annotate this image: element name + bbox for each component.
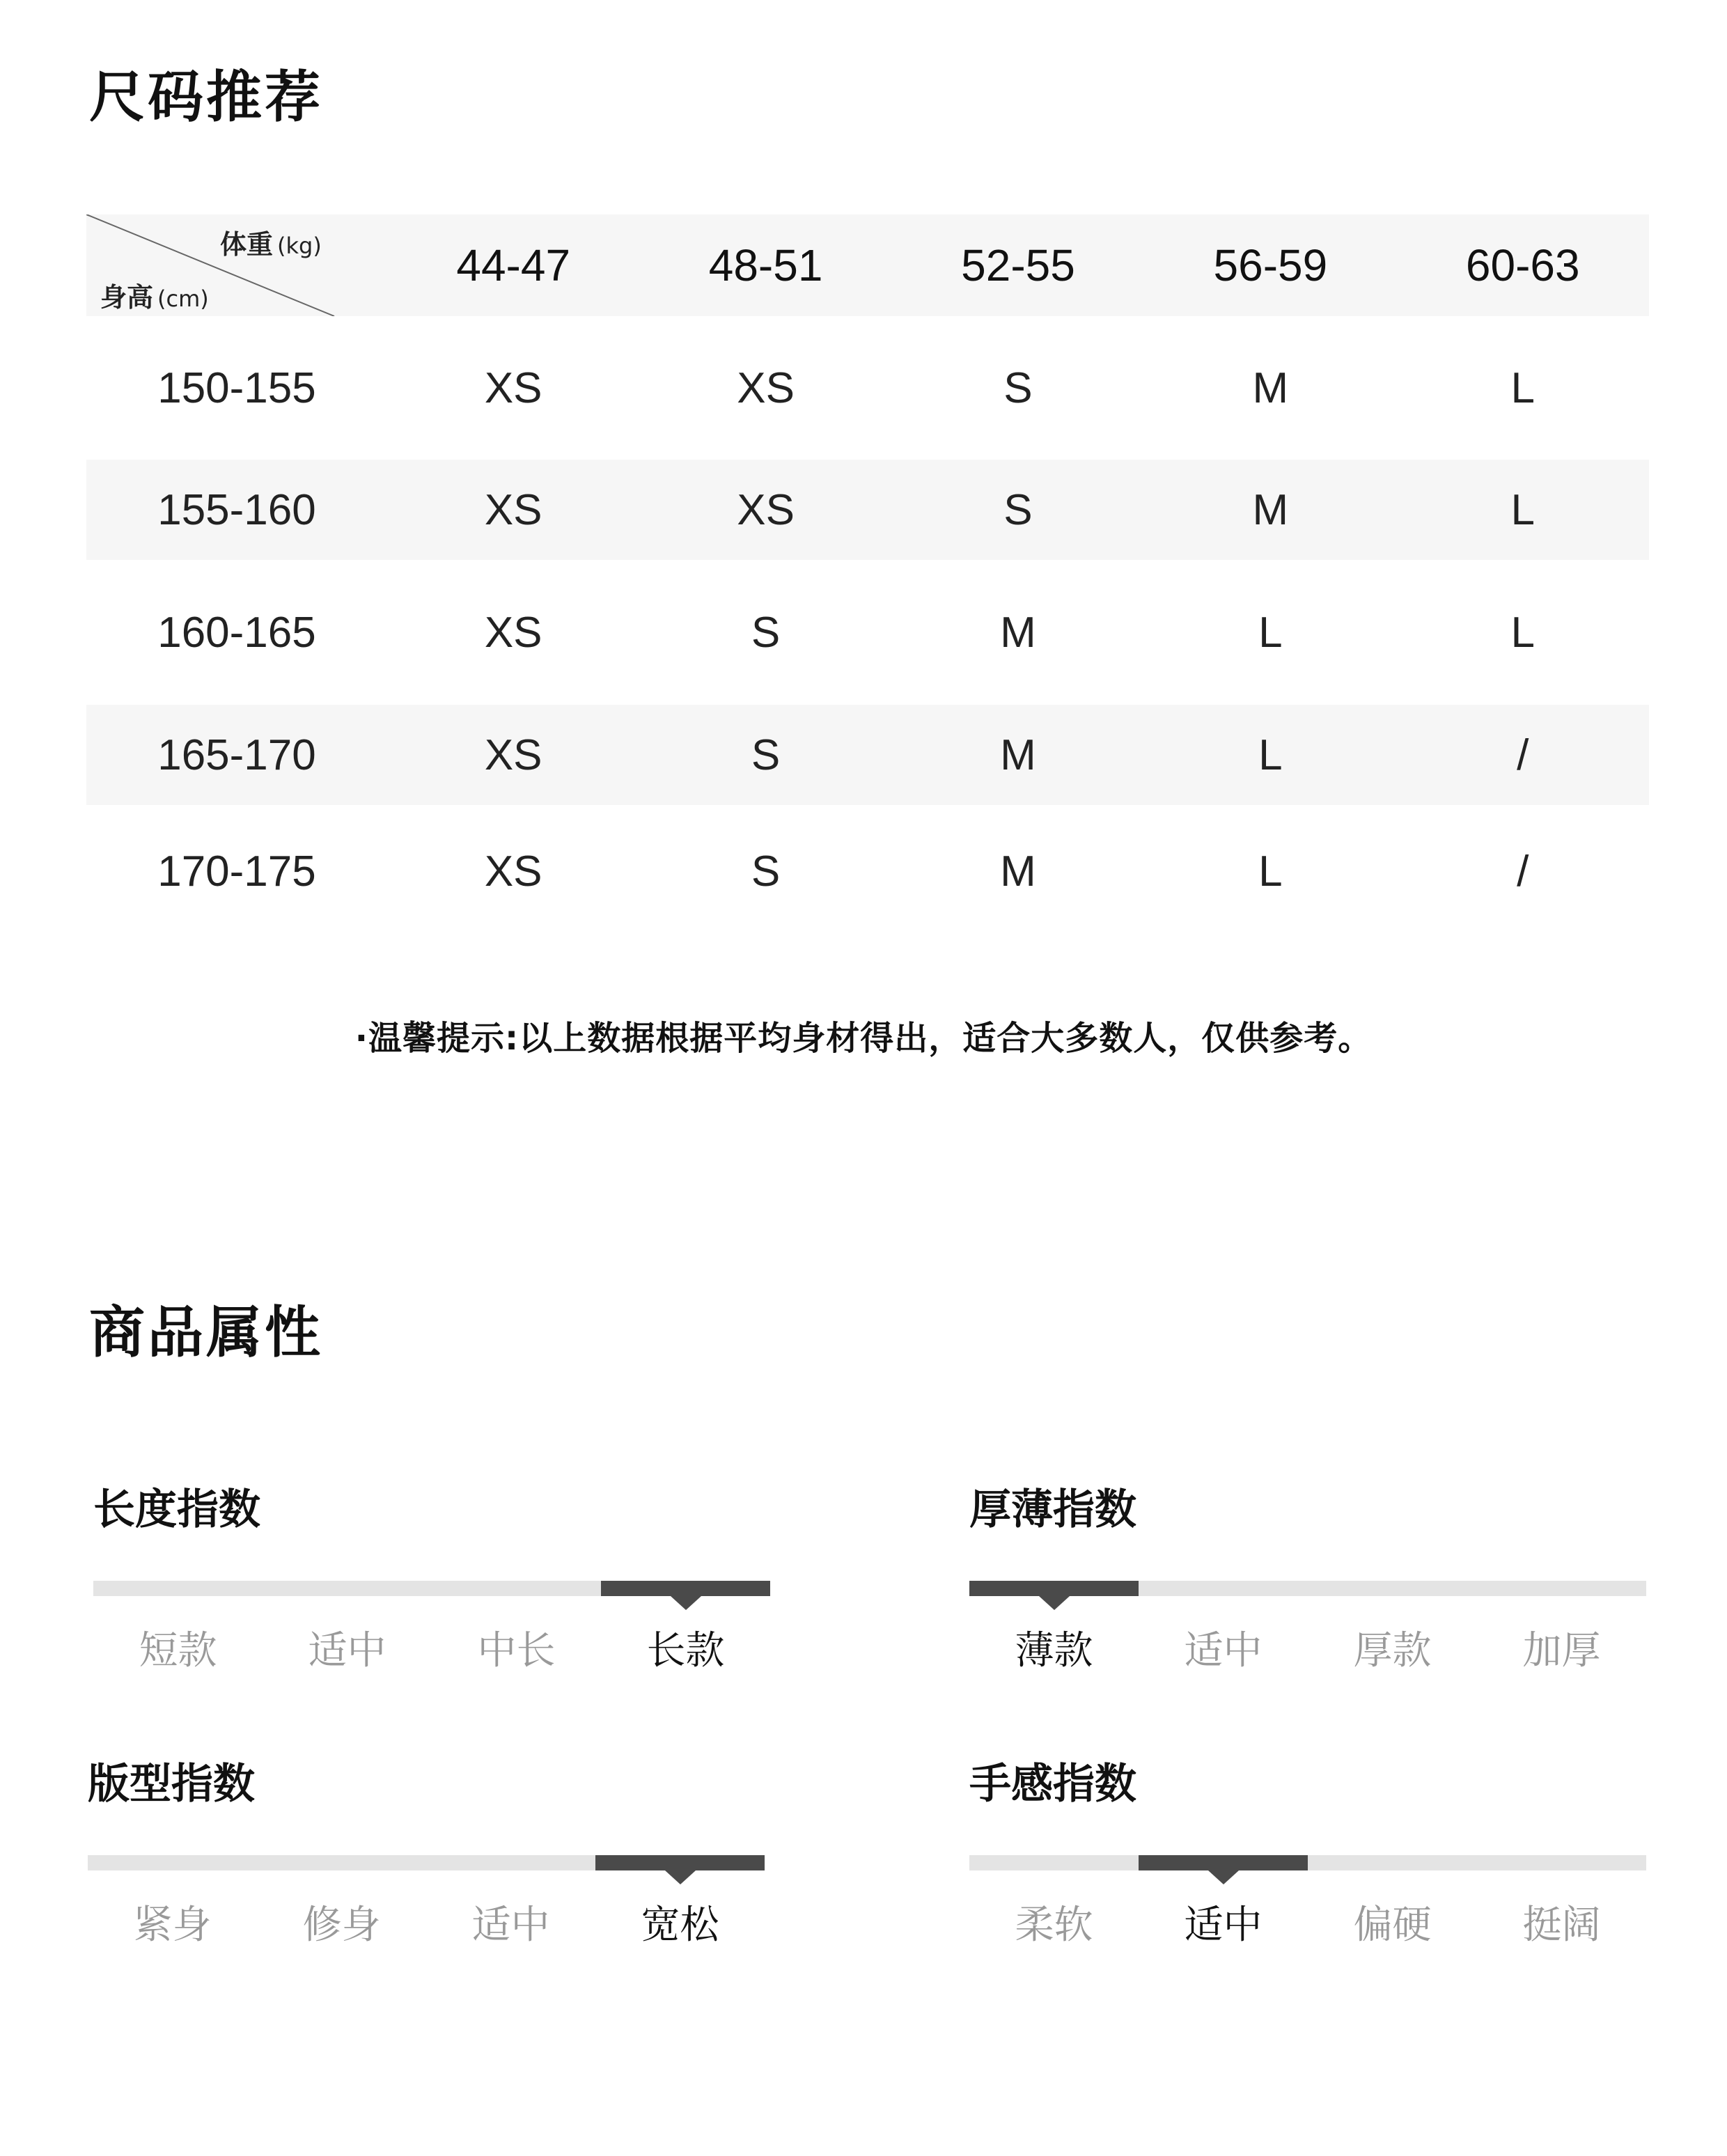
- meter-option: 适中: [1184, 1628, 1263, 1673]
- size-cell: XS: [737, 364, 795, 412]
- size-cell: XS: [737, 485, 795, 534]
- table-row: [86, 316, 1649, 460]
- weight-range-header: 52-55: [961, 240, 1075, 290]
- size-cell: L: [1258, 608, 1283, 657]
- table-header-row: [86, 214, 1649, 316]
- size-cell: L: [1258, 731, 1283, 779]
- size-cell: L: [1510, 364, 1535, 412]
- table-row: [86, 460, 1649, 560]
- table-row: [86, 560, 1649, 705]
- meter-option: 适中: [308, 1628, 386, 1673]
- meter-options: [969, 1620, 1646, 1675]
- size-cell: S: [751, 731, 781, 779]
- meter-option: 紧身: [133, 1903, 212, 1948]
- meter-option: 偏硬: [1353, 1903, 1432, 1948]
- meter-option: 加厚: [1522, 1628, 1601, 1673]
- meter-option: 挺阔: [1522, 1903, 1601, 1948]
- meter-track: [969, 1581, 1646, 1596]
- meter-options: [93, 1620, 770, 1675]
- weight-axis-label: 体重 (kg): [220, 229, 322, 260]
- meter-track: [88, 1855, 765, 1870]
- height-range-cell: 150-155: [157, 364, 316, 412]
- size-tip-note: ·温馨提示:以上数据根据平均身材得出，适合大多数人，仅供参考。: [354, 1019, 1373, 1058]
- meter-options: [969, 1894, 1646, 1950]
- size-cell: XS: [484, 608, 542, 657]
- height-range-cell: 170-175: [157, 847, 316, 896]
- size-cell: L: [1510, 485, 1535, 534]
- size-cell: XS: [484, 847, 542, 896]
- size-cell: S: [1003, 485, 1033, 534]
- meter-indicator: [595, 1855, 765, 1870]
- size-cell: M: [1000, 731, 1036, 779]
- meter-indicator: [601, 1581, 770, 1596]
- size-cell: S: [751, 847, 781, 896]
- meter-track: [93, 1581, 770, 1596]
- size-cell: /: [1517, 731, 1529, 779]
- meter-indicator: [969, 1581, 1139, 1596]
- meter-option: 宽松: [641, 1903, 719, 1948]
- meter-option: 厚款: [1353, 1628, 1432, 1673]
- size-cell: L: [1258, 847, 1283, 896]
- height-range-cell: 155-160: [157, 485, 316, 534]
- height-range-cell: 160-165: [157, 608, 316, 657]
- size-cell: /: [1517, 847, 1529, 896]
- height-range-cell: 165-170: [157, 731, 316, 779]
- meter-title: 手感指数: [969, 1760, 1136, 1809]
- size-cell: XS: [484, 731, 542, 779]
- height-axis-label: 身高 (cm): [100, 282, 209, 313]
- size-cell: M: [1252, 364, 1289, 412]
- size-cell: S: [1003, 364, 1033, 412]
- meter-option: 薄款: [1015, 1628, 1093, 1673]
- size-table: [86, 214, 1649, 937]
- size-cell: XS: [484, 485, 542, 534]
- size-cell: XS: [484, 364, 542, 412]
- size-cell: S: [751, 608, 781, 657]
- meter-title: 版型指数: [88, 1760, 255, 1809]
- meter-option: 适中: [1184, 1903, 1263, 1948]
- meter-option: 修身: [302, 1903, 381, 1948]
- attributes-section-title: 商品属性: [89, 1300, 323, 1365]
- meter-title: 厚薄指数: [969, 1485, 1136, 1534]
- table-corner-cell: [86, 214, 387, 316]
- meter-title: 长度指数: [93, 1485, 260, 1534]
- weight-range-header: 48-51: [708, 240, 823, 290]
- weight-range-header: 56-59: [1213, 240, 1328, 290]
- weight-range-header: 60-63: [1465, 240, 1580, 290]
- meter-option: 长款: [646, 1628, 725, 1673]
- table-row: [86, 805, 1649, 937]
- weight-range-header: 44-47: [456, 240, 571, 290]
- meter-option: 短款: [139, 1628, 217, 1673]
- size-section-title: 尺码推荐: [89, 65, 323, 130]
- size-cell: M: [1252, 485, 1289, 534]
- size-cell: M: [1000, 608, 1036, 657]
- table-row: [86, 705, 1649, 805]
- size-cell: M: [1000, 847, 1036, 896]
- meter-options: [88, 1894, 765, 1950]
- meter-indicator: [1139, 1855, 1308, 1870]
- meter-option: 中长: [477, 1628, 556, 1673]
- meter-option: 适中: [471, 1903, 550, 1948]
- size-cell: L: [1510, 608, 1535, 657]
- meter-track: [969, 1855, 1646, 1870]
- meter-option: 柔软: [1015, 1903, 1093, 1948]
